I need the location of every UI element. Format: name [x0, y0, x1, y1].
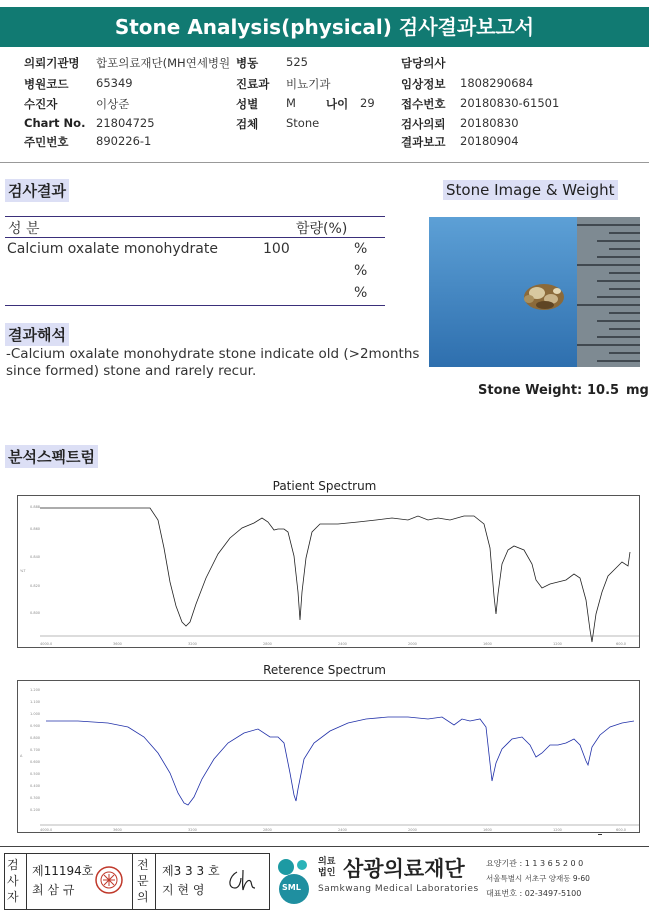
svg-text:2800: 2800 [263, 828, 272, 832]
age-value: 29 [360, 96, 375, 110]
interpretation-heading: 결과해석 [5, 323, 69, 346]
dept-label: 진료과 [236, 77, 270, 91]
col-component: 성 분 [8, 221, 40, 237]
specialist-no: 제3 3 3 호 [162, 864, 220, 878]
ward-value: 525 [286, 55, 308, 69]
col-content: 함량(%) [296, 221, 348, 237]
dept-value: 비뇨기과 [286, 77, 331, 91]
svg-text:0.600: 0.600 [30, 760, 41, 764]
stone-weight-value: 10.5 [587, 383, 620, 398]
svg-text:A: A [20, 754, 23, 758]
svg-text:1.200: 1.200 [30, 688, 41, 692]
examiner-seal [94, 865, 124, 895]
specimen-value: Stone [286, 116, 320, 130]
report-title: Stone Analysis(physical) 검사결과보고서 [0, 7, 649, 47]
examiner-name: 최 삼 규 [32, 883, 75, 897]
stone-image [429, 217, 640, 367]
signature-divider-3 [155, 853, 156, 910]
svg-text:2000: 2000 [408, 642, 417, 646]
examiner-label: 검사자 [7, 858, 19, 904]
svg-text:0.200: 0.200 [30, 808, 41, 812]
svg-text:3600: 3600 [113, 828, 122, 832]
results-table-header-line [5, 237, 385, 238]
signature-divider-2 [132, 853, 133, 910]
svg-text:0.400: 0.400 [30, 784, 41, 788]
requester-value: 합포의료재단(MH연세병원 [96, 56, 231, 70]
specialist-name: 지 현 영 [162, 883, 205, 897]
svg-text:0.800: 0.800 [30, 736, 41, 740]
patient-spectrum-title: Patient Spectrum [272, 479, 377, 493]
request-date-value: 20180830 [460, 116, 519, 130]
reference-spectrum-chart [17, 680, 640, 833]
ward-label: 병동 [236, 56, 259, 70]
svg-text:0.300: 0.300 [30, 796, 41, 800]
result-row-1-value: 100 [263, 241, 290, 257]
interpretation-line-1: -Calcium oxalate monohydrate stone indicate old (>2months [6, 346, 420, 362]
org-address: 서울특별시 서초구 양재동 9-60 [486, 874, 590, 883]
svg-text:1.100: 1.100 [30, 700, 41, 704]
patient-spectrum-chart [17, 495, 640, 648]
id-value: 890226-1 [96, 134, 152, 148]
footer-divider [0, 846, 649, 847]
specimen-label: 검체 [236, 117, 259, 131]
svg-text:0.820: 0.820 [30, 584, 41, 588]
request-date-label: 검사의뢰 [401, 117, 446, 131]
svg-text:0.800: 0.800 [30, 611, 41, 615]
svg-text:0.900: 0.900 [30, 724, 41, 728]
receipt-value: 20180830-61501 [460, 96, 560, 110]
svg-text:1200: 1200 [553, 642, 562, 646]
reference-spectrum-title: Reterence Spectrum [263, 663, 386, 677]
collector-label: 수진자 [24, 97, 58, 111]
sml-logo-text: SML [282, 883, 301, 892]
sex-label: 성별 [236, 97, 259, 111]
age-label: 나이 [326, 97, 349, 111]
svg-text:0.888: 0.888 [30, 505, 41, 509]
requester-label: 의뢰기관명 [24, 56, 80, 70]
doctor-label: 담당의사 [401, 56, 446, 70]
spectrum-tick-mark [598, 834, 602, 835]
svg-text:1.000: 1.000 [30, 712, 41, 716]
clinical-value: 1808290684 [460, 76, 534, 90]
sex-value: M [286, 96, 296, 110]
svg-text:4000.0: 4000.0 [40, 642, 53, 646]
collector-value: 이상준 [96, 97, 130, 111]
svg-text:%T: %T [20, 569, 26, 573]
svg-text:2400: 2400 [338, 642, 347, 646]
report-date-label: 결과보고 [401, 135, 446, 149]
svg-text:3600: 3600 [113, 642, 122, 646]
org-phone: 대표번호 : 02-3497-5100 [486, 889, 582, 898]
svg-text:2400: 2400 [338, 828, 347, 832]
stone-heading: Stone Image & Weight [443, 180, 618, 200]
report-date-value: 20180904 [460, 134, 519, 148]
results-table-top-line [5, 216, 385, 217]
svg-text:2000: 2000 [408, 828, 417, 832]
result-row-2-unit: % [354, 263, 368, 279]
svg-text:1600: 1600 [483, 642, 492, 646]
signature-divider-1 [26, 853, 27, 910]
institution-code: 요양기관 : 1 1 3 6 5 2 0 0 [486, 859, 584, 868]
id-label: 주민번호 [24, 135, 69, 149]
result-row-3-unit: % [354, 285, 368, 301]
org-english-name: Samkwang Medical Laboratories [318, 884, 479, 894]
examiner-no: 제11194호 [32, 864, 94, 878]
svg-text:0.500: 0.500 [30, 772, 41, 776]
interpretation-line-2: since formed) stone and rarely recur. [6, 363, 257, 379]
hospital-code-label: 병원코드 [24, 77, 69, 91]
result-row-1-name: Calcium oxalate monohydrate [7, 241, 218, 257]
stone-weight-label: Stone Weight: [478, 383, 583, 398]
hospital-code-value: 65349 [96, 76, 133, 90]
svg-text:1200: 1200 [553, 828, 562, 832]
specialist-signature [225, 866, 261, 894]
svg-text:2800: 2800 [263, 642, 272, 646]
results-table-bottom-line [5, 305, 385, 306]
specialist-label: 전문의 [137, 858, 149, 904]
sml-logo [272, 855, 316, 905]
org-prefix: 의료법인 [318, 857, 336, 878]
svg-text:0.840: 0.840 [30, 555, 41, 559]
header-divider [0, 162, 649, 163]
svg-text:0.860: 0.860 [30, 527, 41, 531]
svg-text:600.0: 600.0 [616, 828, 627, 832]
chart-label: Chart No. [24, 116, 86, 130]
spectrum-heading: 분석스펙트럼 [5, 445, 98, 468]
svg-text:1600: 1600 [483, 828, 492, 832]
svg-text:0.700: 0.700 [30, 748, 41, 752]
chart-value: 21804725 [96, 116, 155, 130]
svg-text:3200: 3200 [188, 828, 197, 832]
svg-text:4000.0: 4000.0 [40, 828, 53, 832]
clinical-label: 임상정보 [401, 77, 446, 91]
result-row-1-unit: % [354, 241, 368, 257]
receipt-label: 접수번호 [401, 97, 446, 111]
results-heading: 검사결과 [5, 179, 69, 202]
org-name: 삼광의료재단 [343, 857, 465, 881]
svg-text:600.0: 600.0 [616, 642, 627, 646]
stone-weight-unit: mg [626, 383, 649, 398]
svg-text:3200: 3200 [188, 642, 197, 646]
